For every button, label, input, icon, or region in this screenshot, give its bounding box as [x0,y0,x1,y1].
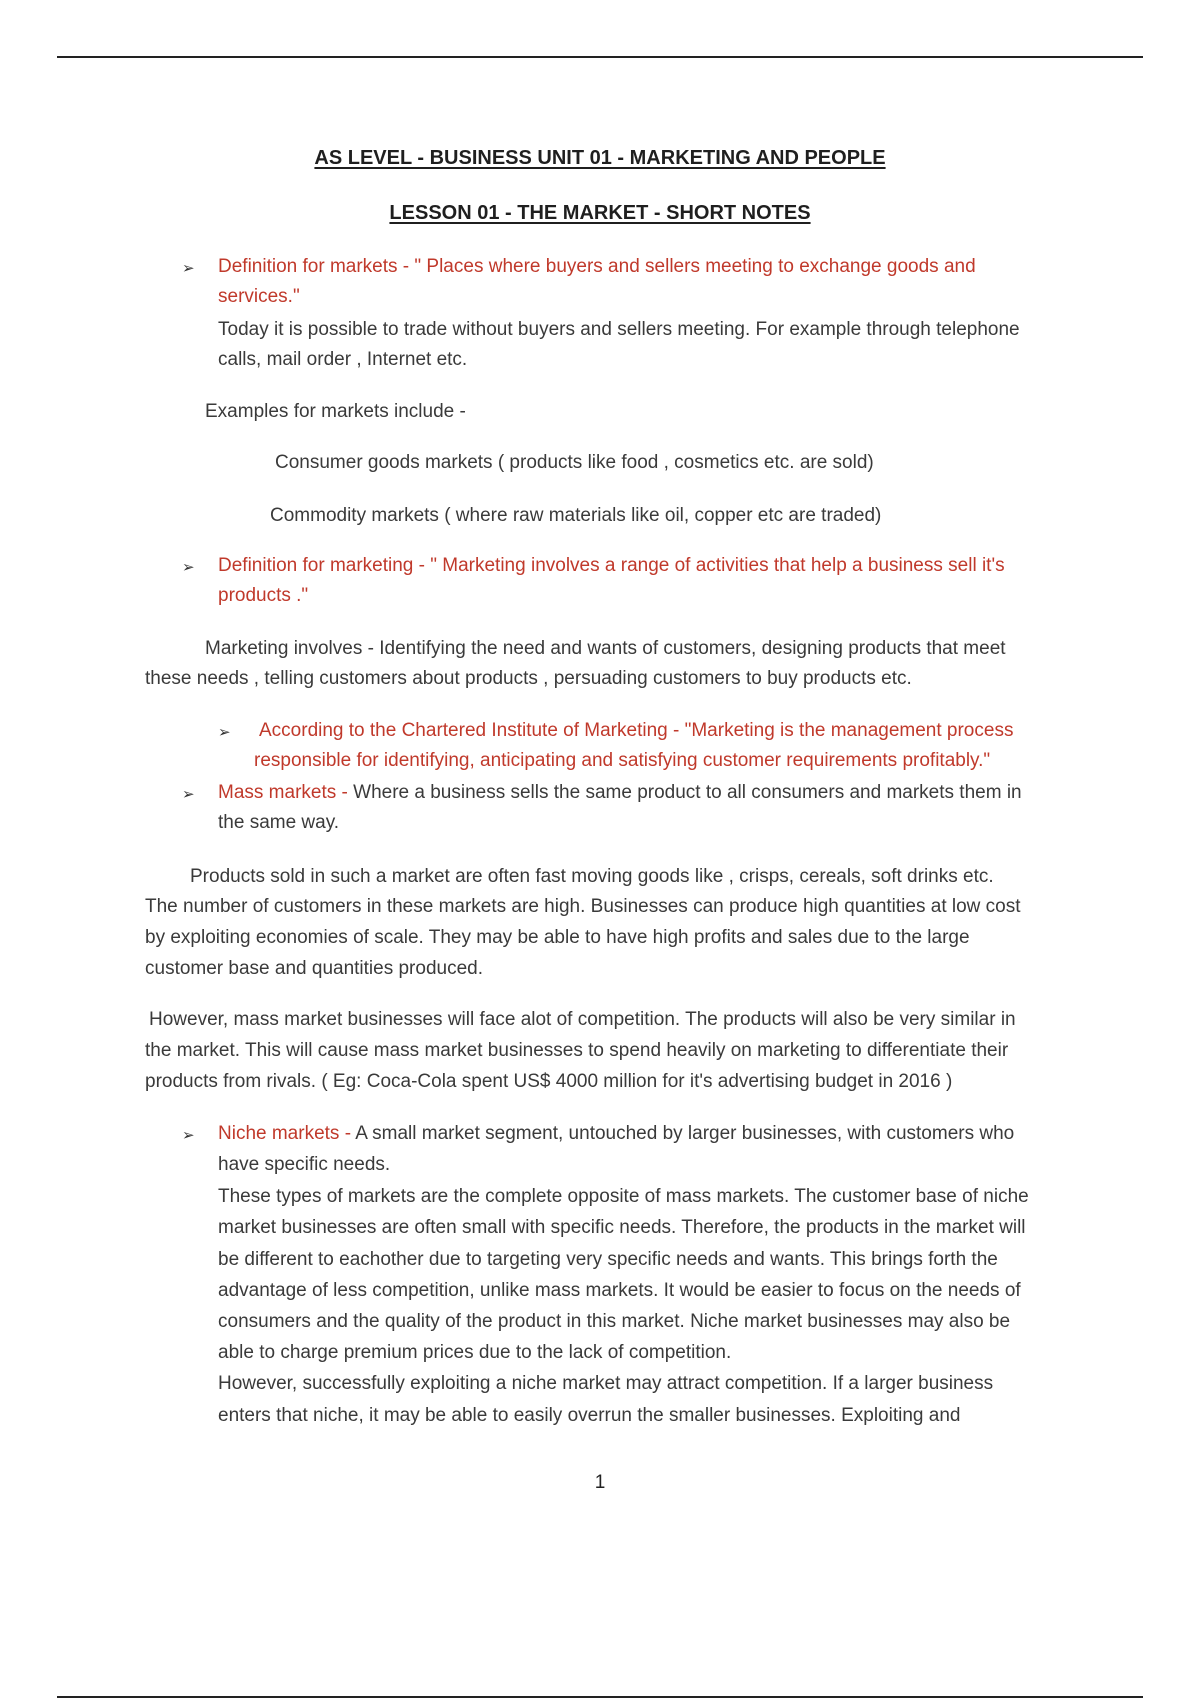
document-title: AS LEVEL - BUSINESS UNIT 01 - MARKETING AND PEOPLE [314,147,886,169]
def-markets-para-line2: calls, mail order , Internet etc. [218,349,468,370]
arrow-bullet-icon: ➢ [182,260,195,277]
niche-body-line6: able to charge premium prices due to the lack of competition. [218,1342,732,1363]
examples-item-commodity: Commodity markets ( where raw materials like oil, copper etc are traded) [270,505,882,526]
mass-para2-line2: the market. This will cause mass market businesses to spend heavily on marketing to differentiate their [145,1040,1009,1061]
mass-para2-line1: However, mass market businesses will face alot of competition. The products will also be very similar in [149,1009,1016,1030]
footer-rule [57,1696,1143,1698]
arrow-bullet-icon: ➢ [182,559,195,576]
mass-para2-line3: products from rivals. ( Eg: Coca-Cola spent US$ 4000 million for it's advertising budget in 2016 ) [145,1071,953,1092]
marketing-involves-line2: these needs , telling customers about products , persuading customers to buy products etc. [145,668,912,689]
mass-para1-line3: by exploiting economies of scale. They may be able to have high profits and sales due to the large [145,927,970,948]
lesson-subtitle: LESSON 01 - THE MARKET - SHORT NOTES [389,202,811,224]
niche-body-line1: These types of markets are the complete opposite of mass markets. The customer base of niche [218,1186,1029,1207]
niche-body-line8: enters that niche, it may be able to easily overrun the smaller businesses. Exploiting and [218,1405,961,1426]
niche-markets-label: Niche markets - [218,1123,352,1144]
niche-markets-text: A small market segment, untouched by larger businesses, with customers who [351,1123,1015,1144]
mass-markets-text: Where a business sells the same product to all consumers and markets them in [347,782,1022,803]
mass-para1-line4: customer base and quantities produced. [145,958,483,979]
mass-markets-line1 [218,778,1022,808]
def-markets-line1: Definition for markets - " Places where buyers and sellers meeting to exchange goods and [218,256,976,277]
mass-markets-label: Mass markets - [218,782,348,803]
arrow-bullet-icon: ➢ [182,1127,195,1144]
marketing-involves-line1: Marketing involves - Identifying the need and wants of customers, designing products that meet [205,638,1006,659]
arrow-bullet-icon: ➢ [182,786,195,803]
header-rule [57,56,1143,58]
def-markets-line2: services." [218,286,300,307]
niche-body-line2: market businesses are often small with specific needs. Therefore, the products in the market will [218,1217,1026,1238]
page-number: 1 [594,1472,606,1493]
mass-markets-line2: the same way. [218,812,340,833]
niche-body-line7: However, successfully exploiting a niche market may attract competition. If a larger business [218,1373,994,1394]
examples-item-consumer: Consumer goods markets ( products like food , cosmetics etc. are sold) [275,452,874,473]
niche-body-line5: consumers and the quality of the product in this market. Niche market businesses may also be [218,1311,1011,1332]
def-marketing-line1: Definition for marketing - " Marketing involves a range of activities that help a business sell it's [218,555,1005,576]
niche-markets-line1 [218,1119,1014,1149]
mass-para1-line1: Products sold in such a market are often fast moving goods like , crisps, cereals, soft drinks etc. [190,866,994,887]
def-marketing-line2: products ." [218,585,309,606]
examples-intro: Examples for markets include - [205,401,466,422]
niche-body-line4: advantage of less competition, unlike mass markets. It would be easier to focus on the needs of [218,1280,1021,1301]
arrow-bullet-icon: ➢ [218,724,231,741]
niche-body-line3: be different to eachother due to targeting very specific needs and wants. This brings forth the [218,1249,998,1270]
mass-para1-line2: The number of customers in these markets are high. Businesses can produce high quantities at low cost [145,896,1021,917]
cim-definition-line1: According to the Chartered Institute of Marketing - "Marketing is the management process [259,720,1014,741]
def-markets-para-line1: Today it is possible to trade without buyers and sellers meeting. For example through telephone [218,319,1020,340]
cim-definition-line2: responsible for identifying, anticipating and satisfying customer requirements profitably." [254,750,991,771]
niche-markets-line2: have specific needs. [218,1154,391,1175]
